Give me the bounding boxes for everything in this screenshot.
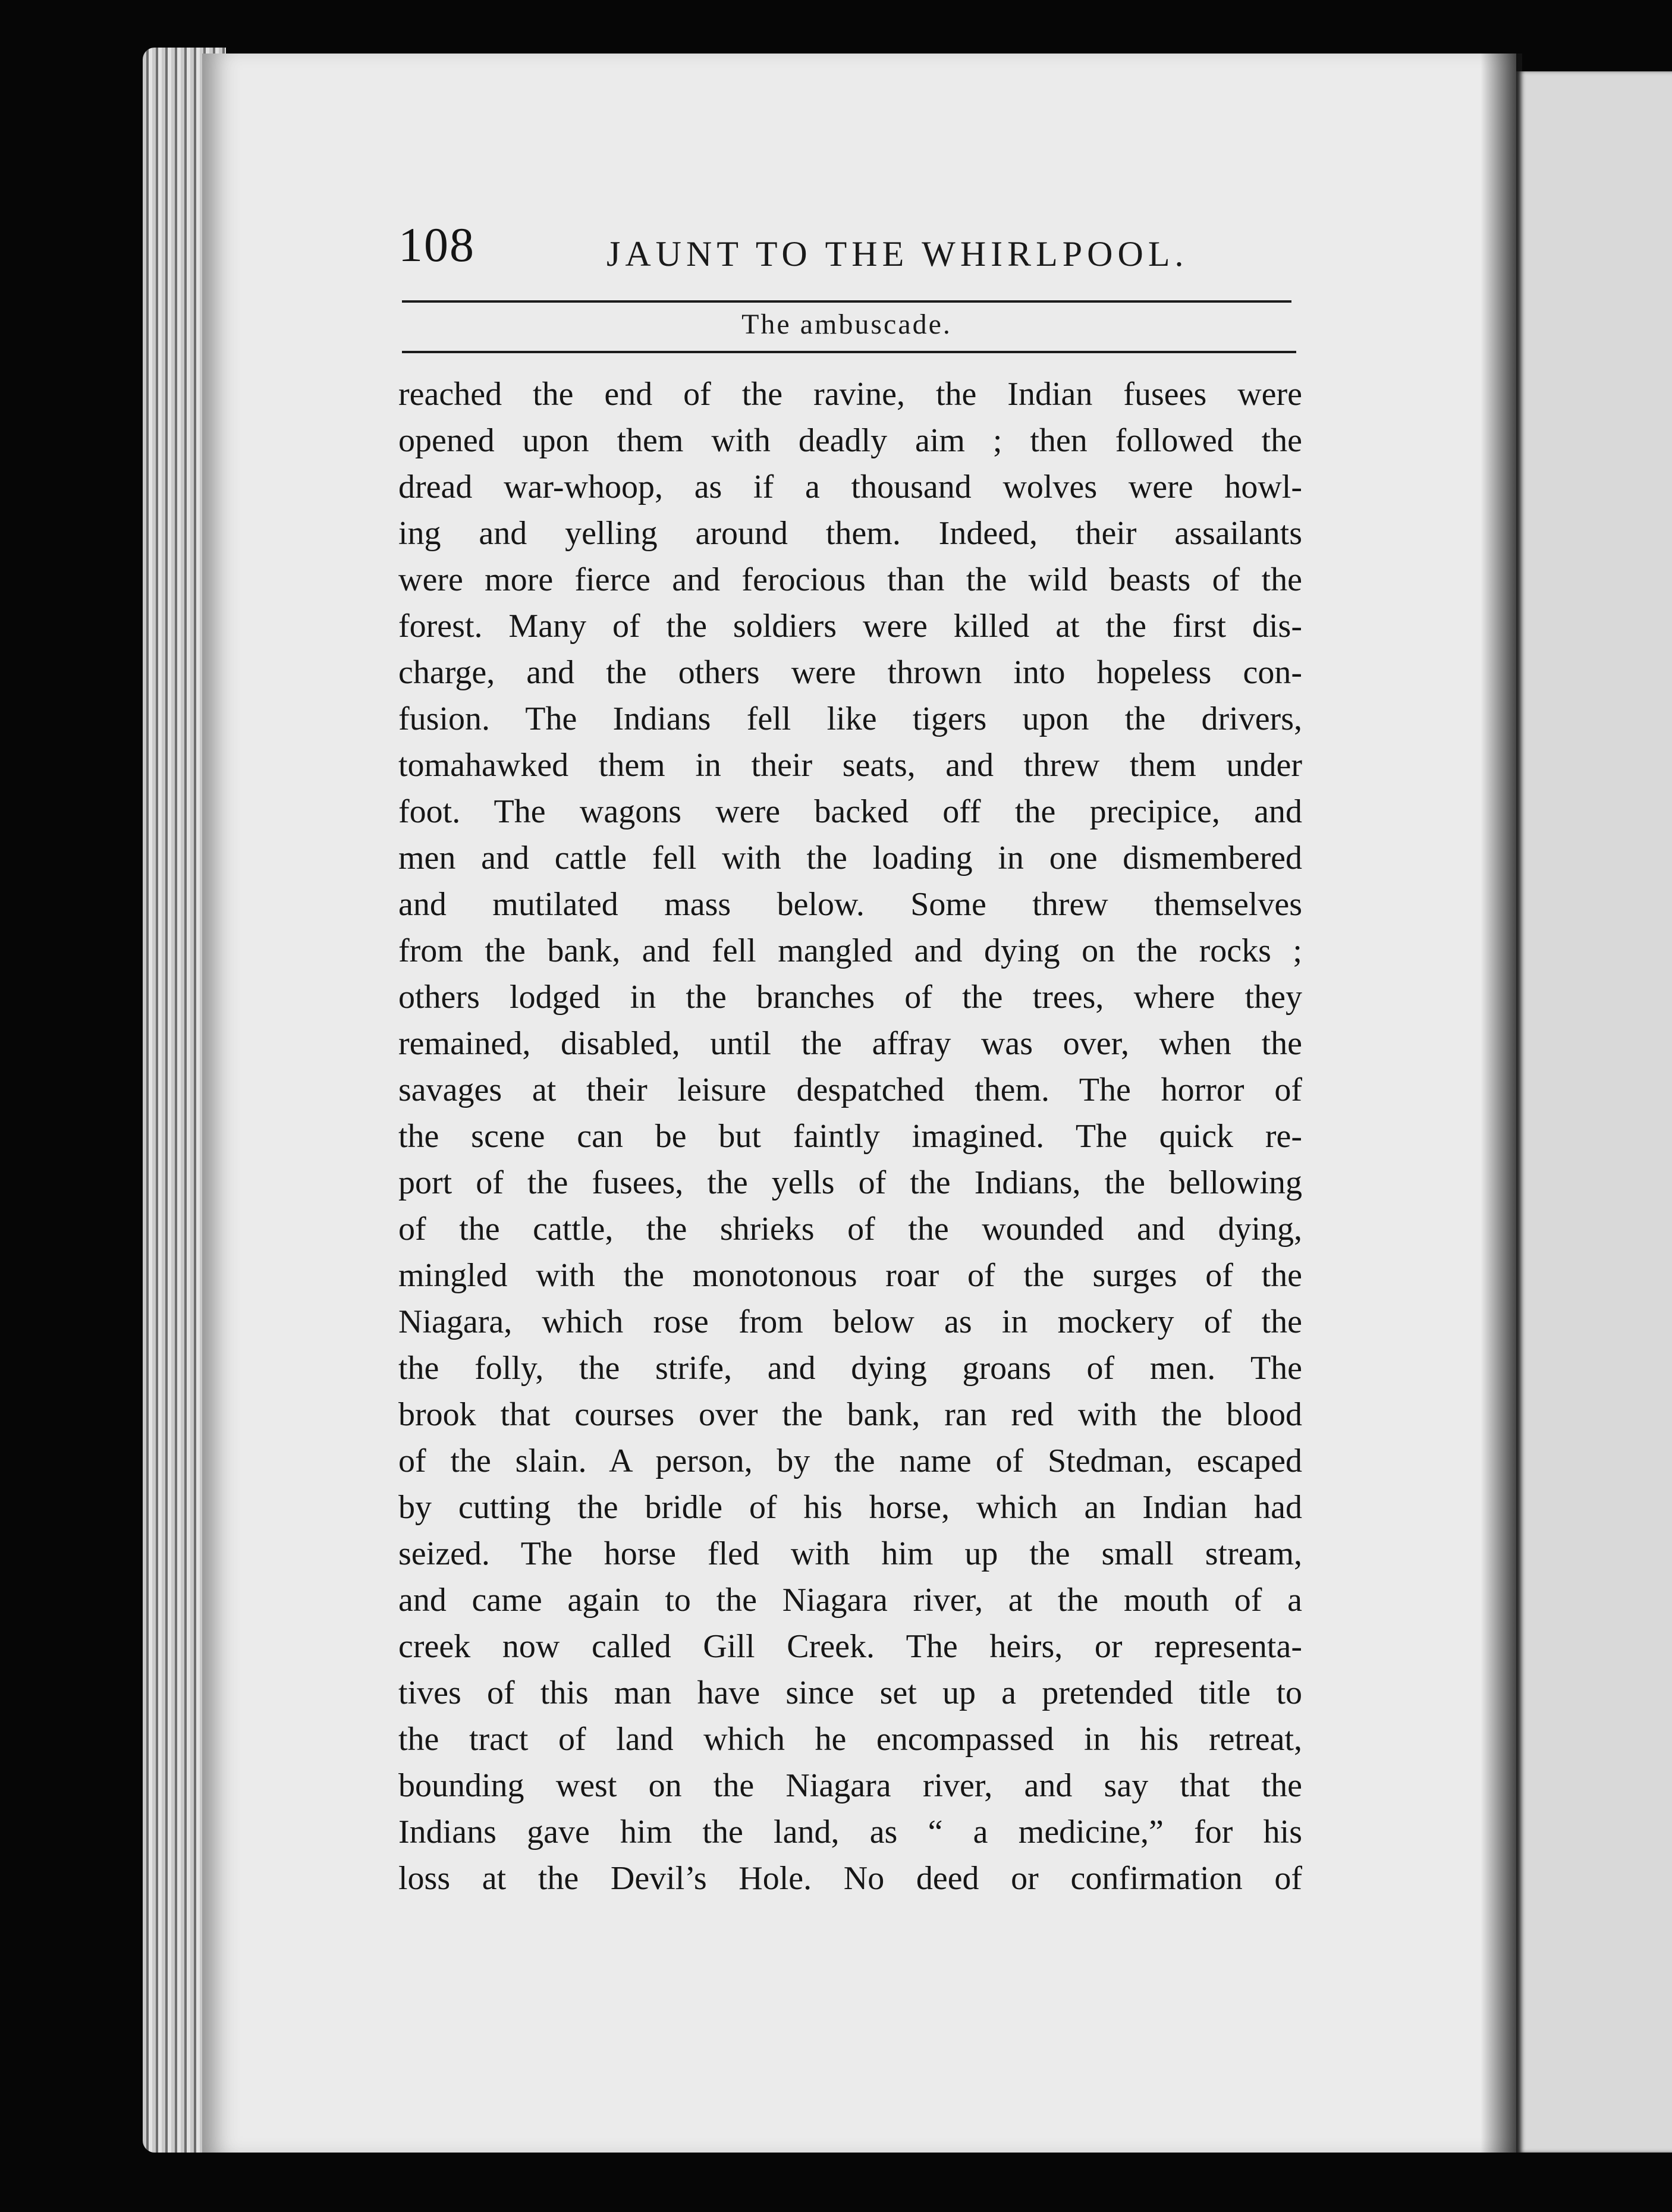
text-line: from the bank, and fell mangled and dying on the rocks ; — [398, 932, 1302, 969]
header-rule-bottom — [402, 351, 1296, 353]
text-line: mingled with the monotonous roar of the surges of the — [398, 1257, 1302, 1294]
text-line: loss at the Devil’s Hole. No deed or confirmation of — [398, 1860, 1302, 1897]
text-line: charge, and the others were thrown into hopeless con- — [398, 654, 1302, 691]
text-line: bounding west on the Niagara river, and say that the — [398, 1767, 1302, 1804]
text-line: opened upon them with deadly aim ; then followed the — [398, 422, 1302, 459]
text-line: of the slain. A person, by the name of Stedman, escaped — [398, 1443, 1302, 1479]
running-head — [398, 217, 1314, 288]
text-line: others lodged in the branches of the trees, where they — [398, 979, 1302, 1016]
text-line: Indians gave him the land, as “ a medicine,” for his — [398, 1814, 1302, 1850]
text-line: brook that courses over the bank, ran red with the blood — [398, 1396, 1302, 1433]
text-line: creek now called Gill Creek. The heirs, or representa- — [398, 1628, 1302, 1665]
section-heading: The ambuscade. — [741, 309, 952, 340]
text-line: the folly, the strife, and dying groans of men. The — [398, 1350, 1302, 1387]
body-text — [398, 371, 1302, 1902]
text-line: of the cattle, the shrieks of the wounded and dying, — [398, 1211, 1302, 1248]
text-line: the tract of land which he encompassed in his retreat, — [398, 1721, 1302, 1758]
text-line: the scene can be but faintly imagined. The quick re- — [398, 1118, 1302, 1155]
text-line: remained, disabled, until the affray was over, when the — [398, 1025, 1302, 1062]
text-line: by cutting the bridle of his horse, which an Indian had — [398, 1489, 1302, 1526]
text-line: reached the end of the ravine, the Indian fusees were — [398, 376, 1302, 413]
facing-page-edge — [1516, 71, 1672, 2153]
page-number: 108 — [398, 218, 475, 272]
text-line: dread war-whoop, as if a thousand wolves were howl- — [398, 469, 1302, 505]
text-line: ing and yelling around them. Indeed, their assailants — [398, 515, 1302, 552]
header-rule-top — [402, 300, 1291, 303]
text-line: fusion. The Indians fell like tigers upon the drivers, — [398, 700, 1302, 737]
text-line: savages at their leisure despatched them. The horror of — [398, 1072, 1302, 1108]
text-line: Niagara, which rose from below as in mockery of the — [398, 1303, 1302, 1340]
text-line: were more fierce and ferocious than the wild beasts of the — [398, 561, 1302, 598]
text-line: and mutilated mass below. Some threw themselves — [398, 886, 1302, 923]
running-title: JAUNT TO THE WHIRLPOOL. — [606, 234, 1189, 274]
text-line: seized. The horse fled with him up the small stream, — [398, 1535, 1302, 1572]
text-line: and came again to the Niagara river, at the mouth of a — [398, 1582, 1302, 1619]
text-line: tomahawked them in their seats, and threw them under — [398, 747, 1302, 784]
text-line: port of the fusees, the yells of the Indians, the bellowing — [398, 1164, 1302, 1201]
text-line: men and cattle fell with the loading in one dismembered — [398, 840, 1302, 876]
text-line: foot. The wagons were backed off the precipice, and — [398, 793, 1302, 830]
text-line: forest. Many of the soldiers were killed at the first dis- — [398, 608, 1302, 645]
text-line: tives of this man have since set up a pretended title to — [398, 1674, 1302, 1711]
